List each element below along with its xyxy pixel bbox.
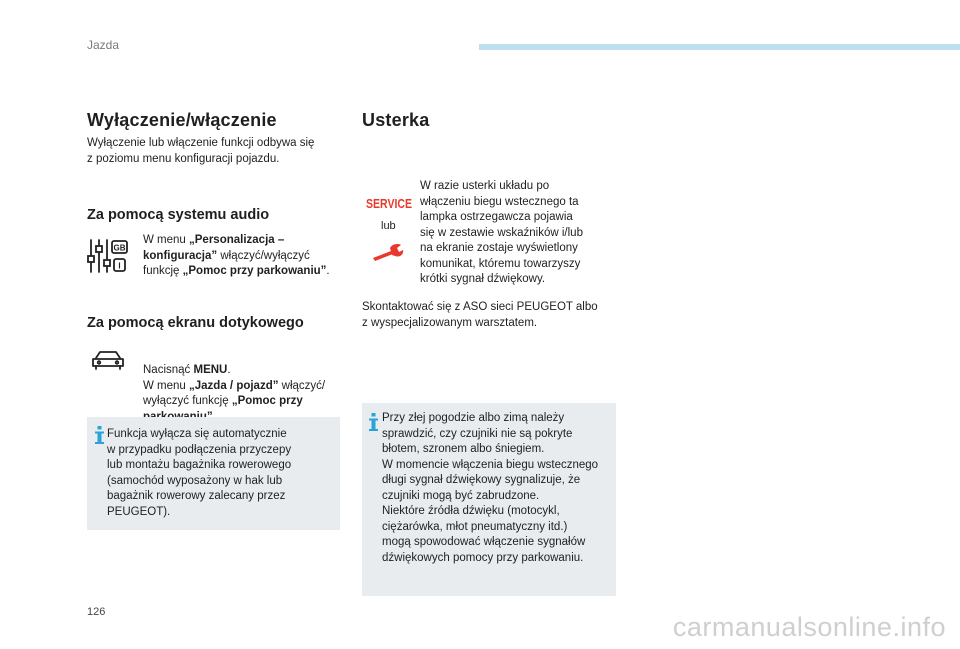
fault-description: W razie usterki układu po włączeniu biegu wstecznego ta lampka ostrzegawcza pojawia się w zestawie wskaźników i/lub na ekranie zostaje wyświetlony komunikat, któremu towarzyszy krótki sygnał dźwiękowy. [420,180,583,285]
wrench-icon [371,243,407,263]
service-label: SERVICE [366,196,413,211]
or-label: lub [381,220,396,232]
section-label: Jazda [87,38,120,52]
info-icon [95,426,104,444]
touch-instructions: Nacisnąć MENU. W menu „Jazda / pojazd” włączyć/ wyłączyć funkcję „Pomoc przy [143,364,326,407]
i-icon-label: I [118,261,121,271]
car-icon [91,349,125,371]
toggle-intro: Wyłączenie lub włączenie funkcji odbywa się z poziomu menu konfiguracji pojazdu. [87,137,315,165]
header-accent-bar [479,44,960,50]
info-icon [369,413,378,431]
service-warning-icon [366,194,414,212]
note-left-text: Funkcja wyłącza się automatycznie w przypadku podłączenia przyczepy lub montażu bagażnika rowerowego (samochód wyposażony w hak lub bagażnik rowerowy zalecany przez PEUGEOT). [107,428,292,518]
audio-instructions: W menu „Personalizacja – konfiguracja” włączyć/wyłączyć funkcję „Pomoc przy parkowaniu”. [143,234,330,277]
section-title-fault: Usterka [362,110,430,130]
touch-heading: Za pomocą ekranu dotykowego [87,315,304,331]
section-title-toggle: Wyłączenie/włączenie [87,110,277,130]
contact-text: Skontaktować się z ASO sieci PEUGEOT albo z wyspecjalizowanym warsztatem. [362,301,598,329]
watermark: carmanualsonline.info [672,612,946,642]
audio-settings-icon [87,238,129,274]
note-right-text: Przy złej pogodzie albo zimą należy sprawdzić, czy czujniki nie są pokryte błotem, szronem albo śniegiem. W momencie włączenia biegu wstecznego długi sygnał dźwiękowy sygnalizuje, że czujniki mogą być zabrudzone. Niektóre źródła dźwięku (motocykl, ciężarówka, młot pneumatyczny itd.) mogą spowodować włączenie sygnałów dźwiękowych pomocy przy parkowaniu. [382,412,599,564]
page-number: 126 [87,606,106,618]
gb-icon-label: GB [113,243,126,253]
audio-heading: Za pomocą systemu audio [87,207,270,223]
